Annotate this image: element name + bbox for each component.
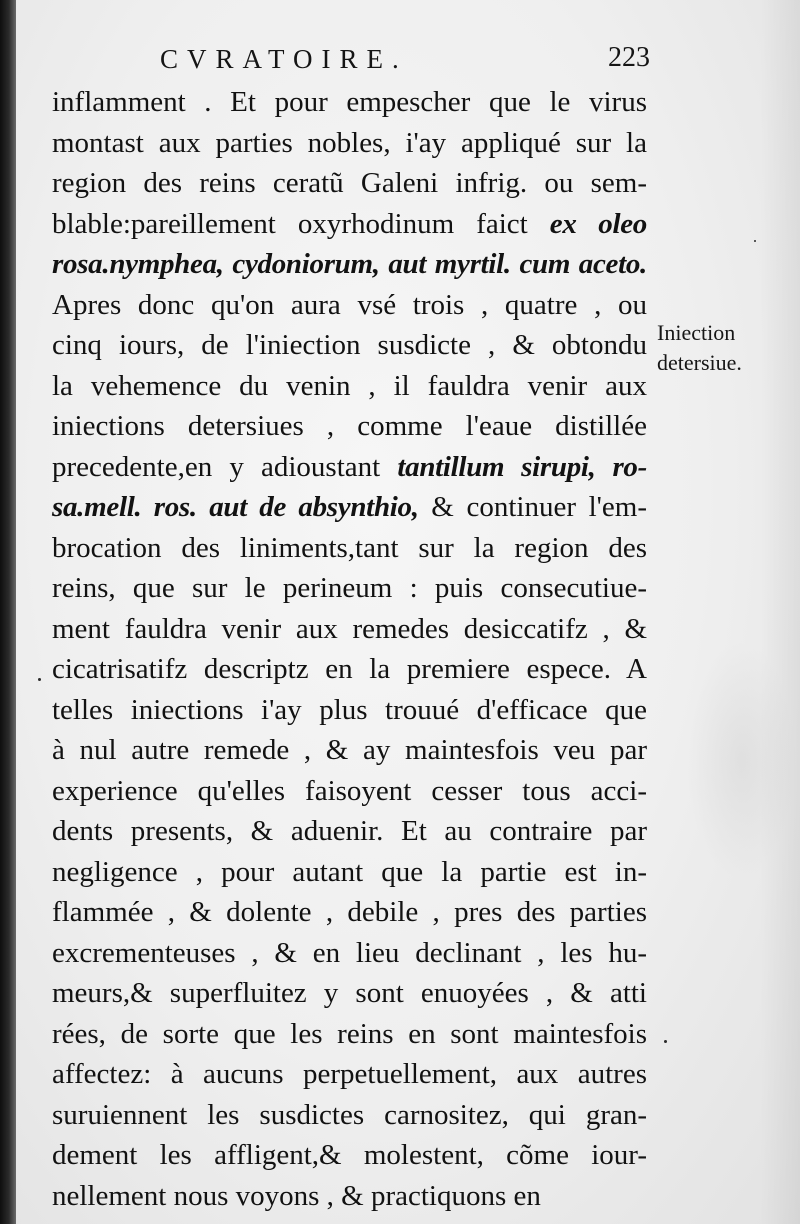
text-segment: cinq iours, de l'iniection susdicte , & obtondu bbox=[52, 329, 647, 361]
margin-note-line: detersiue. bbox=[657, 350, 742, 375]
text-line bbox=[52, 487, 647, 528]
text-segment: meurs,& superfluitez y sont enuoyées , & atti bbox=[52, 977, 647, 1009]
text-line bbox=[52, 123, 647, 164]
text-line bbox=[52, 1014, 647, 1055]
text-line bbox=[52, 730, 647, 771]
text-line bbox=[52, 1135, 647, 1176]
text-segment: excrementeuses , & en lieu declinant , les hu- bbox=[52, 936, 647, 969]
text-line bbox=[52, 447, 647, 488]
text-line bbox=[52, 528, 647, 569]
text-segment: rées, de sorte que les reins en sont maintesfois bbox=[52, 1017, 647, 1050]
text-segment: cicatrisatifz descriptz en la premiere espece. A bbox=[52, 653, 647, 685]
page-edge-shading bbox=[760, 0, 800, 1224]
text-segment: & continuer l'em- bbox=[418, 491, 647, 523]
text-line bbox=[52, 568, 647, 609]
text-line bbox=[52, 366, 647, 407]
binding-shadow bbox=[0, 0, 16, 1224]
margin-note-line: Iniection bbox=[657, 320, 736, 345]
text-line bbox=[52, 1176, 647, 1217]
text-segment: montast aux parties nobles, i'ay appliqué sur la bbox=[52, 126, 647, 159]
text-line bbox=[52, 1095, 647, 1136]
text-segment: flammée , & dolente , debile , pres des parties bbox=[52, 896, 647, 928]
text-segment: affectez: à aucuns perpetuellement, aux autres bbox=[52, 1058, 647, 1090]
text-line bbox=[52, 204, 647, 245]
main-text-block bbox=[52, 82, 647, 1216]
text-line bbox=[52, 285, 647, 326]
text-segment: à nul autre remede , & ay maintesfois veu par bbox=[52, 734, 647, 766]
text-segment: dement les affligent,& molestent, cõme iour- bbox=[52, 1139, 647, 1171]
text-line bbox=[52, 163, 647, 204]
text-line bbox=[52, 649, 647, 690]
text-segment: Apres donc qu'on aura vsé trois , quatre , ou bbox=[52, 288, 647, 321]
text-segment: experience qu'elles faisoyent cesser tous acci- bbox=[52, 774, 647, 807]
running-head bbox=[150, 42, 650, 82]
text-line bbox=[52, 690, 647, 731]
italic-segment: sa.mell. ros. aut de absynthio, bbox=[52, 491, 419, 523]
text-segment: nellement nous voyons , & practiquons en bbox=[52, 1179, 541, 1212]
ink-speck bbox=[38, 678, 41, 681]
text-line bbox=[52, 973, 647, 1014]
italic-segment: rosa.nymphea, cydoniorum, aut myrtil. cum aceto. bbox=[52, 248, 647, 280]
text-line bbox=[52, 325, 647, 366]
ink-speck bbox=[664, 1040, 667, 1043]
page-number: 223 bbox=[608, 42, 650, 73]
text-segment: suruiennent les susdictes carnositez, qui gran- bbox=[52, 1098, 647, 1131]
text-segment: reins, que sur le perineum : puis consecutiue- bbox=[52, 572, 647, 604]
text-segment: la vehemence du venin , il fauldra venir aux bbox=[52, 369, 647, 402]
text-segment: brocation des liniments,tant sur la region des bbox=[52, 531, 647, 564]
ink-speck bbox=[754, 240, 756, 242]
text-segment: inflamment . Et pour empescher que le virus bbox=[52, 86, 647, 118]
running-title: CVRATOIRE. bbox=[160, 44, 408, 74]
text-line bbox=[52, 244, 647, 285]
text-segment: precedente,en y adioustant bbox=[52, 450, 398, 483]
text-segment: negligence , pour autant que la partie est in- bbox=[52, 855, 647, 888]
italic-segment: tantillum sirupi, ro- bbox=[397, 450, 647, 483]
show-through-stain bbox=[686, 640, 796, 880]
text-segment: iniections detersiues , comme l'eaue distillée bbox=[52, 410, 647, 442]
text-line bbox=[52, 82, 647, 123]
text-line bbox=[52, 852, 647, 893]
text-segment: telles iniections i'ay plus trouué d'efficace que bbox=[52, 693, 647, 726]
text-line bbox=[52, 811, 647, 852]
text-line bbox=[52, 771, 647, 812]
text-segment: blable:pareillement oxyrhodinum faict bbox=[52, 207, 550, 240]
text-line bbox=[52, 933, 647, 974]
text-segment: dents presents, & aduenir. Et au contraire par bbox=[52, 815, 647, 847]
text-line bbox=[52, 609, 647, 650]
margin-note bbox=[657, 318, 777, 378]
text-line bbox=[52, 1054, 647, 1095]
italic-segment: ex oleo bbox=[549, 207, 647, 240]
text-line bbox=[52, 406, 647, 447]
text-segment: ment fauldra venir aux remedes desiccatifz , & bbox=[52, 612, 647, 645]
text-segment: region des reins ceratũ Galeni infrig. ou sem- bbox=[52, 167, 647, 199]
text-line bbox=[52, 892, 647, 933]
